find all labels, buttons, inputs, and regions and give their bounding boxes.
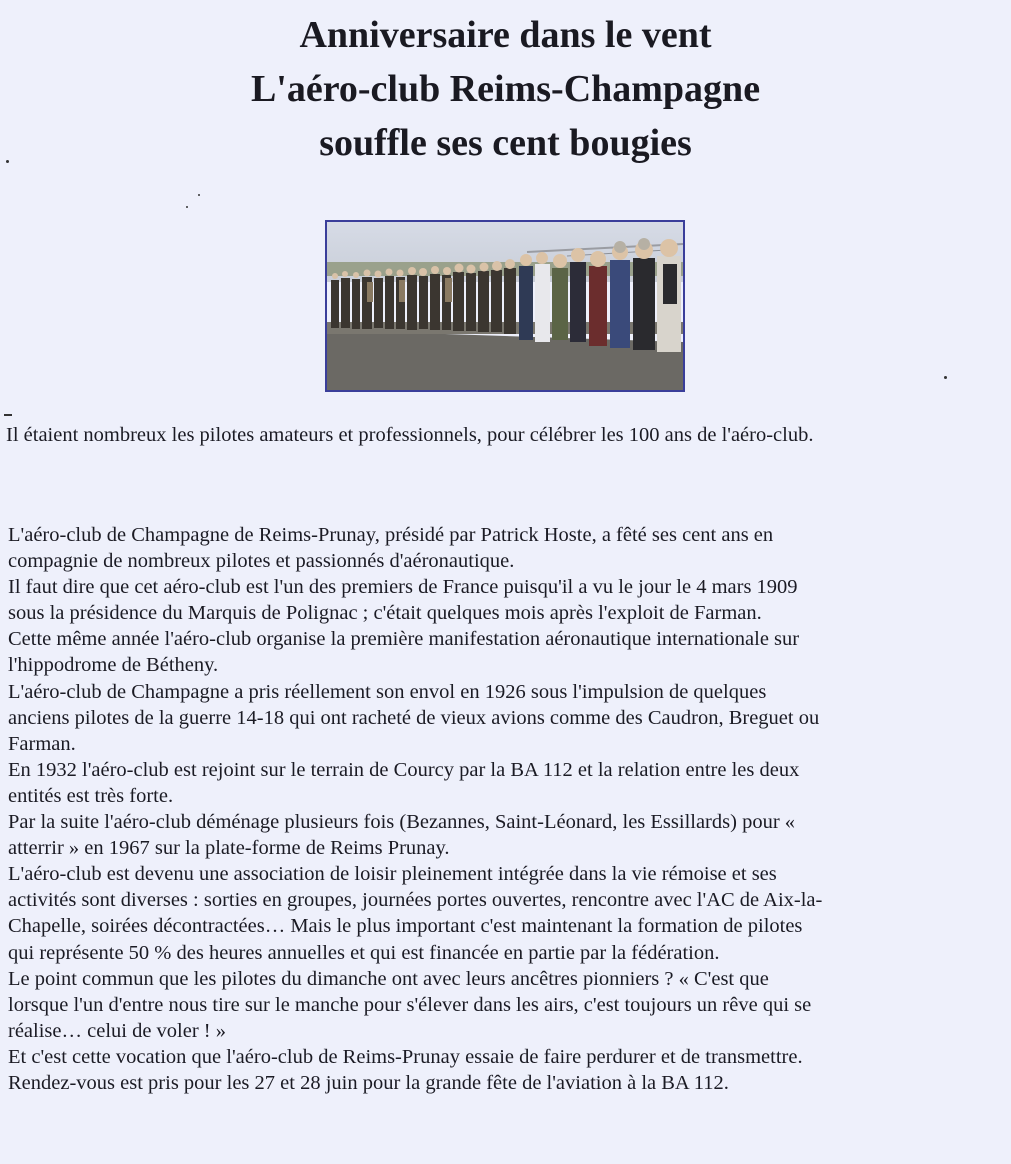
body-line: Cette même année l'aéro-club organise la première manifestation aéronautique internationale sur [8, 628, 800, 651]
title-line-1: Anniversaire dans le vent [299, 14, 712, 56]
body-line: Le point commun que les pilotes du dimanche ont avec leurs ancêtres pionniers ? « C'est que [8, 967, 769, 990]
title-line-2: L'aéro-club Reims-Champagne [250, 68, 761, 110]
body-line: Farman. [8, 732, 76, 755]
body-line: anciens pilotes de la guerre 14-18 qui ont racheté de vieux avions comme des Caudron, Breguet ou [8, 706, 820, 729]
body-line: entités est très forte. [8, 784, 174, 807]
body-line: Il faut dire que cet aéro-club est l'un des premiers de France puisqu'il a vu le jour le 4 mars 1909 [8, 576, 798, 599]
body-line: Chapelle, soirées décontractées… Mais le plus important c'est maintenant la formation de pilotes [8, 915, 803, 938]
article-title [0, 8, 1011, 170]
body-line: En 1932 l'aéro-club est rejoint sur le terrain de Courcy par la BA 112 et la relation entre les deux [8, 758, 800, 781]
crowd-photo-image [327, 222, 683, 390]
body-line: Par la suite l'aéro-club déménage plusieurs fois (Bezannes, Saint-Léonard, les Essillards) pour « [8, 811, 796, 834]
body-line: Et c'est cette vocation que l'aéro-club de Reims-Prunay essaie de faire perdurer et de transmettre. [8, 1045, 803, 1068]
margin-dash [4, 414, 12, 416]
body-line: l'hippodrome de Bétheny. [8, 654, 219, 677]
article-body [8, 522, 1008, 1096]
body-line: compagnie de nombreux pilotes et passionnés d'aéronautique. [8, 550, 515, 573]
photo-caption: Il étaient nombreux les pilotes amateurs et professionnels, pour célébrer les 100 ans de l'aéro-club. [6, 424, 814, 446]
body-line: sous la présidence du Marquis de Polignac ; c'était quelques mois après l'exploit de Farman. [8, 602, 762, 625]
body-line: L'aéro-club de Champagne a pris réellement son envol en 1926 sous l'impulsion de quelques [8, 680, 767, 703]
scan-speck [198, 194, 200, 196]
body-line: qui représente 50 % des heures annuelles et qui est financée en partie par la fédération. [8, 941, 720, 964]
crowd-photo [325, 220, 685, 392]
title-line-3: souffle ses cent bougies [319, 122, 692, 164]
scan-speck [186, 206, 188, 208]
body-line: Rendez-vous est pris pour les 27 et 28 juin pour la grande fête de l'aviation à la BA 112. [8, 1071, 729, 1094]
scan-speck [944, 376, 947, 379]
body-line: L'aéro-club est devenu une association de loisir pleinement intégrée dans la vie rémoise et ses [8, 863, 777, 886]
body-line: atterrir » en 1967 sur la plate-forme de Reims Prunay. [8, 837, 450, 860]
body-line: lorsque l'un d'entre nous tire sur le manche pour s'élever dans les airs, c'est toujours un rêve qui se [8, 993, 812, 1016]
body-line: L'aéro-club de Champagne de Reims-Prunay, présidé par Patrick Hoste, a fêté ses cent ans en [8, 524, 774, 546]
body-line: réalise… celui de voler ! » [8, 1019, 227, 1042]
body-line: activités sont diverses : sorties en groupes, journées portes ouvertes, rencontre avec l'AC de Aix-la- [8, 889, 823, 912]
scan-speck [6, 160, 9, 163]
